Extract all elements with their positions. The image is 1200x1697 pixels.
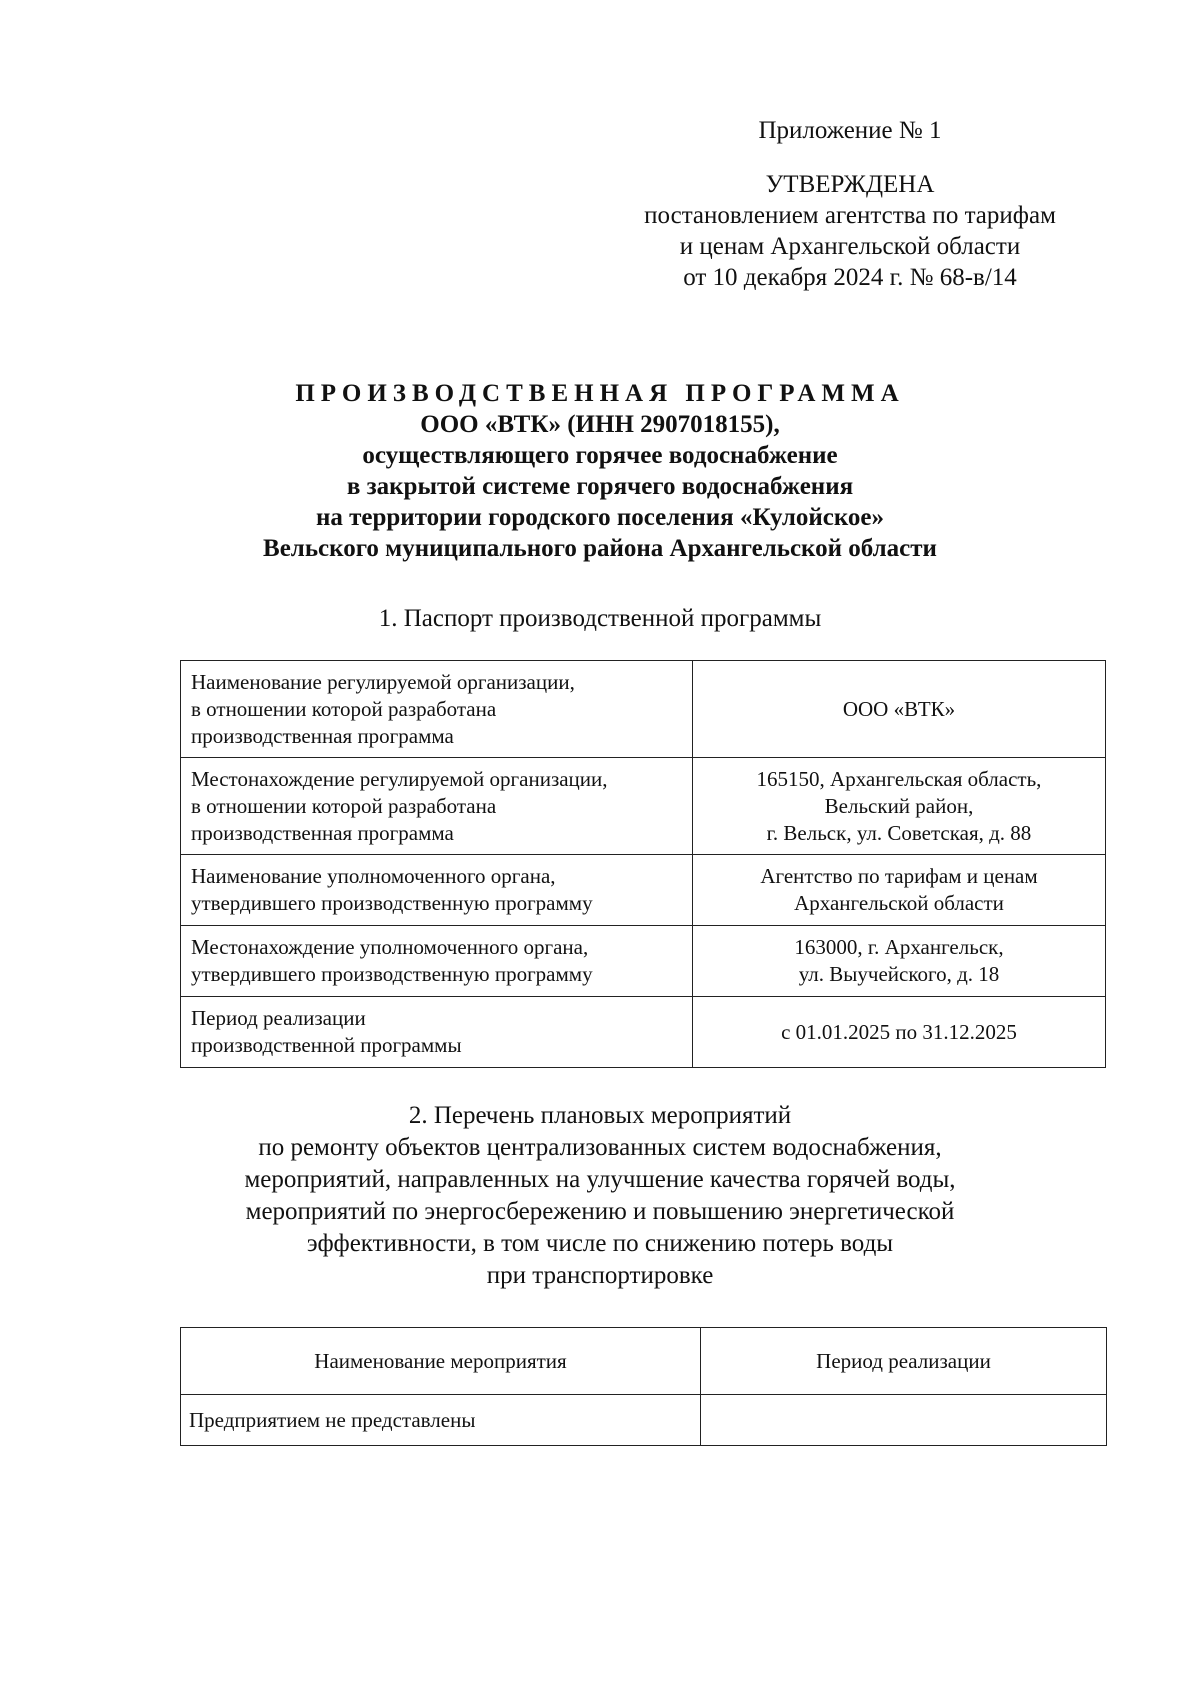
table-row: [181, 855, 1106, 926]
approval-line: постановлением агентства по тарифам: [644, 202, 1056, 229]
table-row: [181, 1395, 1107, 1446]
passport-value: ООО «ВТК»: [693, 661, 1106, 758]
approved-label: УТВЕРЖДЕНА: [765, 171, 935, 198]
section-2-heading: 2. Перечень плановых мероприятий по ремонту объектов централизованных систем водоснабжения, мероприятий, направленных на улучшение качества горячей воды, мероприятий по энергосбережению и повышению энергетической эффективности, в том числе по снижению потерь воды при транспортировке: [244, 1102, 956, 1289]
title-line: Вельского муниципального района Архангельской области: [263, 535, 937, 562]
event-cell: Предприятием не представлены: [181, 1395, 701, 1446]
section-1-heading: 1. Паспорт производственной программы: [378, 605, 822, 632]
approval-line: и ценам Архангельской области: [679, 233, 1021, 260]
title-line: на территории городского поселения «Кулойское»: [315, 504, 885, 531]
approval-stamp: [600, 115, 1100, 293]
passport-value: 165150, Архангельская область, Вельский район, г. Вельск, ул. Советская, д. 88: [693, 758, 1106, 855]
passport-value: 163000, г. Архангельск, ул. Выучейского, д. 18: [693, 926, 1106, 997]
table-row: [181, 926, 1106, 997]
passport-label: Наименование регулируемой организации, в отношении которой разработана производственная программа: [181, 661, 693, 758]
passport-table: [180, 660, 1106, 1068]
title-line: ПРОИЗВОДСТВЕННАЯ ПРОГРАММА: [295, 380, 905, 407]
passport-value: Агентство по тарифам и ценам Архангельской области: [693, 855, 1106, 926]
approval-date-number: от 10 декабря 2024 г. № 68-в/14: [683, 264, 1017, 291]
column-header-period: Период реализации: [701, 1328, 1107, 1395]
events-table: [180, 1327, 1107, 1446]
document-title: [150, 378, 1050, 564]
table-row: [181, 997, 1106, 1068]
passport-label: Местонахождение регулируемой организации, в отношении которой разработана производственная программа: [181, 758, 693, 855]
table-row: [181, 661, 1106, 758]
title-line: осуществляющего горячее водоснабжение: [362, 442, 838, 469]
passport-value: с 01.01.2025 по 31.12.2025: [693, 997, 1106, 1068]
title-line: ООО «ВТК» (ИНН 2907018155),: [420, 411, 780, 438]
appendix-number: Приложение № 1: [758, 117, 942, 144]
title-line: в закрытой системе горячего водоснабжения: [346, 473, 854, 500]
column-header-event: Наименование мероприятия: [181, 1328, 701, 1395]
passport-label: Наименование уполномоченного органа, утвердившего производственную программу: [181, 855, 693, 926]
table-header-row: [181, 1328, 1107, 1395]
period-cell: [701, 1395, 1107, 1446]
passport-label: Местонахождение уполномоченного органа, утвердившего производственную программу: [181, 926, 693, 997]
table-row: [181, 758, 1106, 855]
passport-label: Период реализации производственной программы: [181, 997, 693, 1068]
